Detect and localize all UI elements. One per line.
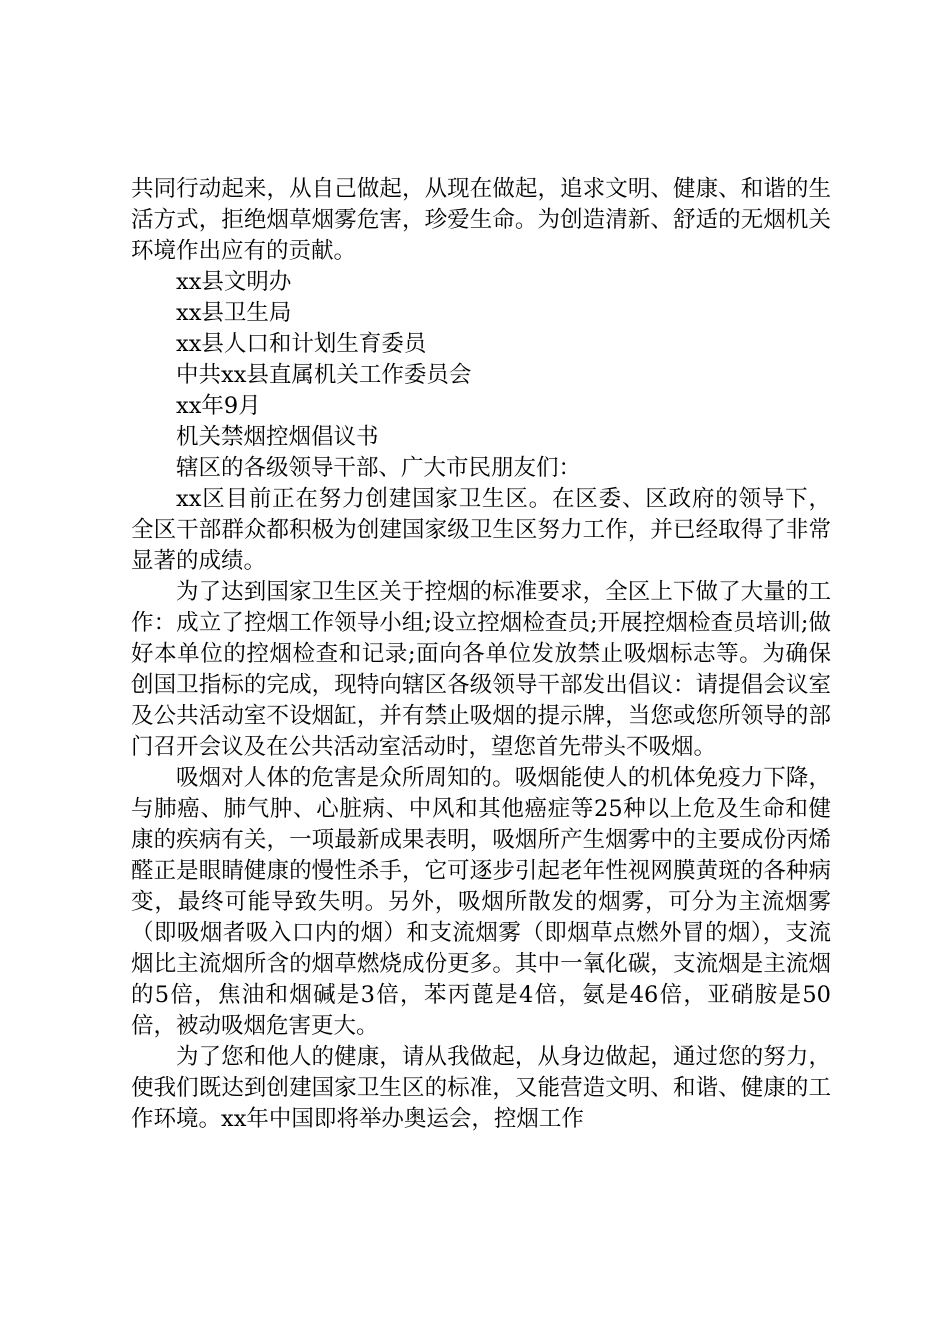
document-title: 机关禁烟控烟倡议书: [176, 424, 379, 450]
signatory-party-work-committee: 中共xx县直属机关工作委员会: [176, 362, 472, 388]
closing-paragraph: 共同行动起来，从自己做起，从现在做起，追求文明、健康、和谐的生活方式，拒绝烟草烟雾危害，珍爱生命。为创造清新、舒适的无烟机关环境作出应有的贡献。: [131, 176, 831, 264]
signatory-civilization-office: xx县文明办: [176, 269, 292, 295]
body-paragraph-harm: 吸烟对人体的危害是众所周知的。吸烟能使人的机体免疫力下降，与肺癌、肺气肿、心脏病、中风和其他癌症等25种以上危及生命和健康的疾病有关，一项最新成果表明，吸烟所产生烟雾中的主要成份丙烯醛正是眼睛健康的慢性杀手，它可逐步引起老年性视网膜黄斑的各种病变，最终可能导致失明。另外，吸烟所散发的烟雾，可分为主流烟雾（即吸烟者吸入口内的烟）和支流烟雾（即烟草点燃外冒的烟），支流烟比主流烟所含的烟草燃烧成份更多。其中一氧化碳，支流烟是主流烟的5倍，焦油和烟碱是3倍，苯丙蓖是4倍，氨是46倍，亚硝胺是50倍，被动吸烟危害更大。: [131, 765, 831, 1039]
document-date: xx年9月: [176, 393, 261, 419]
salutation: 辖区的各级领导干部、广大市民朋友们：: [176, 455, 582, 481]
document-page: [131, 174, 831, 1135]
body-paragraph-intro: xx区目前正在努力创建国家卫生区。在区委、区政府的领导下，全区干部群众都积极为创建国家级卫生区努力工作，并已经取得了非常显著的成绩。: [131, 486, 831, 574]
signatory-family-planning-committee: xx县人口和计划生育委员: [176, 331, 427, 357]
signatory-health-bureau: xx县卫生局: [176, 300, 292, 326]
body-paragraph-initiative: 为了达到国家卫生区关于控烟的标准要求，全区上下做了大量的工作：成立了控烟工作领导小组;设立控烟检查员;开展控烟检查员培训;做好本单位的控烟检查和记录;面向各单位发放禁止吸烟标志等。为确保创国卫指标的完成，现特向辖区各级领导干部发出倡议：请提倡会议室及公共活动室不设烟缸，并有禁止吸烟的提示牌，当您或您所领导的部门召开会议及在公共活动室活动时，望您首先带头不吸烟。: [131, 579, 831, 760]
body-paragraph-call: 为了您和他人的健康，请从我做起，从身边做起，通过您的努力，使我们既达到创建国家卫生区的标准，又能营造文明、和谐、健康的工作环境。xx年中国即将举办奥运会，控烟工作: [131, 1044, 831, 1132]
